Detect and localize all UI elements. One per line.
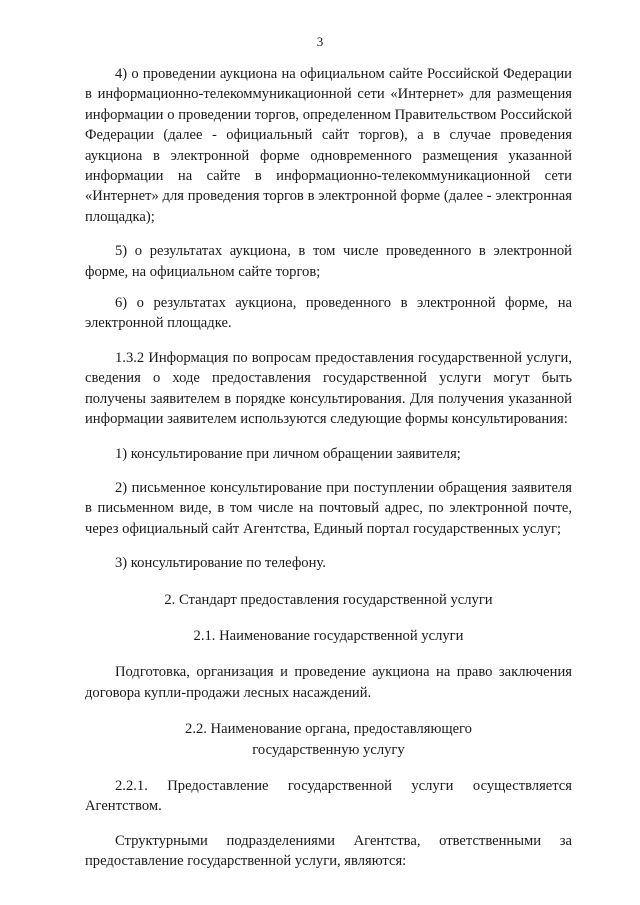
document-body xyxy=(85,64,572,881)
paragraph-item-6: 6) о результатах аукциона, проведенного в электронной форме, на электронной площадке. xyxy=(85,295,572,332)
list-item-consult-2: 2) письменное консультирование при поступлении обращения заявителя в письменном виде, в том числе на почтовый адрес, по электронной почте, через официальный сайт Агентства, Единый портал государственных услуг; xyxy=(85,479,572,537)
service-name-paragraph: Подготовка, организация и проведение аукциона на право заключения договора купли-продажи лесных насаждений. xyxy=(85,664,572,701)
section-heading-2-2 xyxy=(85,719,572,760)
paragraph-item-5: 5) о результатах аукциона, в том числе проведенного в электронной форме, на официальном сайте торгов; xyxy=(85,243,572,280)
section-heading-2-text: 2. Стандарт предоставления государственной услуги xyxy=(164,591,493,608)
paragraph-1-3-2: 1.3.2 Информация по вопросам предоставления государственной услуги, сведения о ходе предоставления государственной услуги могут быть получены заявителем в порядке консультирования. Для получения указанной информации заявителем используются следующие формы консультирования: xyxy=(85,349,572,428)
section-heading-2-2-line2: государственную услугу xyxy=(252,741,405,758)
paragraph-2-2-1: 2.2.1. Предоставление государственной услуги осуществляется Агентством. xyxy=(85,777,572,815)
structural-units-paragraph: Структурными подразделениями Агентства, ответственными за предоставление государственной услуги, являются: xyxy=(85,832,572,870)
page-number: 3 xyxy=(316,34,324,49)
section-heading-2-1 xyxy=(85,626,572,646)
list-item-consult-3: 3) консультирование по телефону. xyxy=(115,555,326,572)
list-item-consult-1: 1) консультирование при личном обращении заявителя; xyxy=(115,445,461,462)
section-heading-2-2-line1: 2.2. Наименование органа, предоставляющего xyxy=(185,721,472,738)
section-heading-2-1-text: 2.1. Наименование государственной услуги xyxy=(193,627,464,644)
section-heading-2 xyxy=(85,590,572,610)
paragraph-item-4: 4) о проведении аукциона на официальном сайте Российской Федерации в информационно-телекоммуникационной сети «Интернет» для размещения информации о проведении торгов, определенном Правительством Российской Федерации (далее - официальный сайт торгов), а в случае проведения аукциона в электронной форме одновременного размещения указанной информации на сайте в информационно-телекоммуникационной сети «Интернет» для проведения торгов в электронной форме (далее - электронная площадка); xyxy=(85,66,572,225)
